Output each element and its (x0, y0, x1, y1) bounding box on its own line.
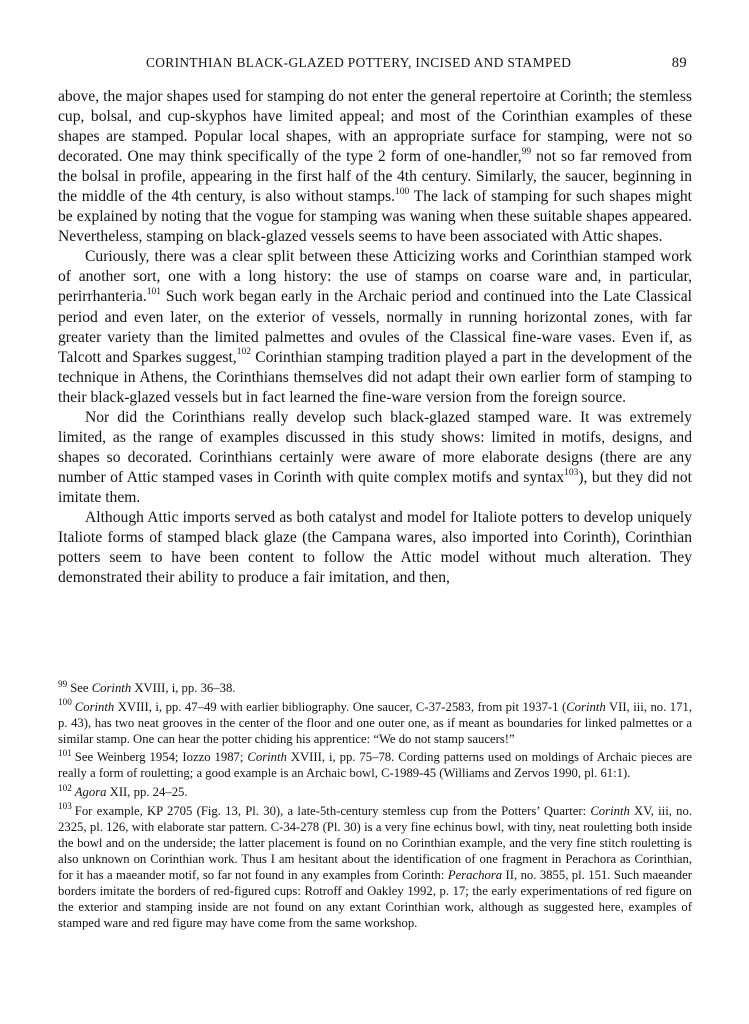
paragraph-text: Such work began early in the Archaic period and continued into the Late Classical period and even later, on the exterior of vessels, normally in running horizontal zones, with far greater variety than the limited palmettes and ovules of the Classical fine-ware vases. Even if, as Talcott and Sparkes suggest, (58, 288, 692, 366)
footnote-102 (58, 784, 692, 800)
paragraph-text: ), but they did not imitate them. (58, 468, 692, 506)
body-paragraph (58, 508, 692, 588)
footnote-reference[interactable]: 99 (521, 146, 532, 157)
page-number: 89 (671, 55, 687, 71)
body-paragraph (58, 87, 692, 247)
footnote-number: 99 (58, 678, 68, 689)
footnote-text: XVIII, i, pp. 36–38. (131, 681, 236, 695)
footnote-text: XII, pp. 24–25. (106, 785, 188, 800)
footnote-text: See Weinberg 1954; Iozzo 1987; (74, 750, 248, 765)
footnote-text: See (70, 681, 92, 695)
footnote-number: 101 (58, 748, 72, 759)
footnote-100 (58, 699, 692, 747)
footnote-number: 103 (58, 801, 72, 812)
italic-reference: Corinth (590, 803, 630, 818)
italic-reference: Corinth (91, 681, 132, 695)
footnote-text: For example, KP 2705 (Fig. 13, Pl. 30), a late-5th-century stemless cup from the Potters’ Quarter: (74, 803, 591, 818)
body-paragraph (58, 408, 692, 508)
italic-reference: Perachora (447, 868, 503, 883)
paragraph-text: Although Attic imports served as both catalyst and model for Italiote potters to develop uniquely Italiote forms of stamped black glaze (the Campana wares, also imported into Corinth), Corinthian potters seem to have been content to follow the Attic model without much alteration. They demonstrated their ability to produce a fair imitation, and then, (58, 508, 692, 587)
footnote-99 (58, 680, 692, 696)
paragraph-text: not so far removed from the bolsal in profile, appearing in the first half of the 4th century. Similarly, the saucer, beginning in the middle of the 4th century, is also without stamps. (58, 148, 692, 206)
italic-reference: Corinth (247, 750, 287, 765)
paragraph-text: The lack of stamping for such shapes might be explained by noting that the vogue for stamping was waning when these suitable shapes appeared. Nevertheless, stamping on black-glazed vessels seems to have been associated with Attic shapes. (58, 188, 692, 246)
footnote-reference[interactable]: 101 (146, 287, 161, 298)
footnote-text: II, no. 3855, pl. 151. Such maeander borders imitate the borders of red-figured cups: Rotroff and Oakley 1992, p. 17; the early experimentations of red figure on the exterior and stamping inside are not found on any extant Corinthian work, although as suggested here, examples of stamped ware and red figure may have come from the same workshop. (58, 868, 692, 931)
running-title: CORINTHIAN BLACK-GLAZED POTTERY, INCISED AND STAMPED (146, 55, 572, 70)
footnote-103 (58, 803, 692, 932)
paragraph-text: Nor did the Corinthians really develop such black-glazed stamped ware. It was extremely limited, as the range of examples discussed in this study shows: limited in motifs, designs, and shapes so decorated. Corinthians certainly were aware of more elaborate designs (there are any number of Attic stamped vases in Corinth with quite complex motifs and syntax (58, 408, 692, 486)
paragraph-text: Curiously, there was a clear split between these Atticizing works and Corinthian stamped work of another sort, one with a long history: the use of stamps on coarse ware and, in particular, perirrhanteria. (58, 248, 692, 306)
footnote-text: XV, iii, no. 2325, pl. 126, with elaborate star pattern. C-34-278 (Pl. 30) is a very fine echinus bowl, with tiny, neat rouletting both inside the bowl and on the underside; the latter placement is found on no Corinthian example, and the very fine stitch rouletting is also unknown on Corinthian work. Thus I am hesitant about the identification of one fragment in Perachora as Corinthian, for it has a maeander motif, so far not found in any examples from Corinth: (58, 803, 692, 883)
footnote-reference[interactable]: 103 (564, 467, 579, 478)
main-text (58, 87, 692, 588)
footnote-101 (58, 749, 692, 781)
footnote-number: 100 (58, 697, 72, 708)
footnote-text: XVIII, i, pp. 75–78. Cording patterns used on moldings of Archaic pieces are really a form of rouletting; a good example is an Archaic bowl, C-1989-45 (Williams and Zervos 1990, pl. 61:1). (58, 750, 692, 781)
italic-reference: Agora (74, 785, 107, 800)
running-header (62, 55, 687, 75)
footnote-reference[interactable]: 102 (236, 347, 251, 358)
footnote-number: 102 (58, 782, 72, 793)
footnotes (58, 680, 692, 934)
footnote-text: VII, iii, no. 171, p. 43), has two neat grooves in the center of the floor and one outer one, as if meant as boundaries for linked palmettes or a similar stamp. One can hear the potter chiding his apprentice: “We do not stamp saucers!” (58, 699, 692, 746)
body-paragraph (58, 247, 692, 407)
paragraph-text: Corinthian stamping tradition played a part in the development of the technique in Athens, the Corinthians themselves did not adapt their own earlier form of stamping to their black-glazed vessels but in fact learned the fine-ware version from the foreign source. (58, 348, 692, 406)
italic-reference: Corinth (74, 699, 115, 714)
footnote-text: XVIII, i, pp. 47–49 with earlier bibliography. One saucer, C-37-2583, from pit 1937-1 ( (114, 699, 567, 714)
italic-reference: Corinth (566, 699, 606, 714)
footnote-reference[interactable]: 100 (395, 187, 410, 198)
paragraph-text: above, the major shapes used for stamping do not enter the general repertoire at Corinth; the stemless cup, bolsal, and cup-skyphos have limited appeal; and most of the Corinthian examples of these shapes are stamped. Popular local shapes, with an appropriate surface for stamping, were not so decorated. One may think specifically of the type 2 form of one-handler, (58, 88, 692, 166)
